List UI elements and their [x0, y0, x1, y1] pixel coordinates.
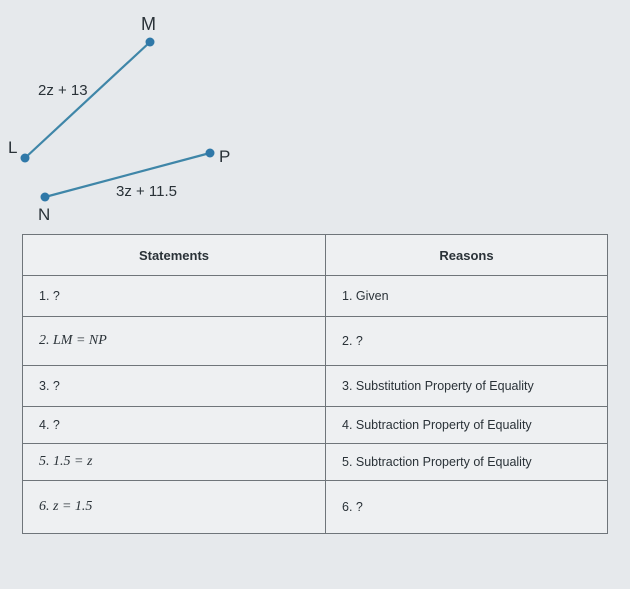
point-n-label: N: [38, 205, 51, 224]
point-p-dot: [206, 149, 215, 158]
statement-cell: 5. 1.5 = z: [23, 444, 326, 481]
table-row: [23, 444, 608, 481]
reason-cell: 5. Subtraction Property of Equality: [326, 444, 608, 481]
point-n-dot: [41, 193, 50, 202]
reason-cell: 6. ?: [326, 481, 608, 534]
table-row: [23, 317, 608, 366]
reason-cell: 3. Substitution Property of Equality: [326, 366, 608, 407]
segment-lm: [25, 42, 150, 158]
point-m-label: M: [141, 14, 156, 34]
table-header-row: [23, 235, 608, 276]
point-p-label: P: [219, 147, 231, 166]
geometry-figure: [0, 0, 630, 240]
statements-header: Statements: [23, 235, 326, 276]
statement-cell: 4. ?: [23, 407, 326, 444]
point-m-dot: [146, 38, 155, 47]
table-row: [23, 407, 608, 444]
reason-cell: 2. ?: [326, 317, 608, 366]
segment-lm-length: 2z + 13: [38, 82, 88, 99]
segment-np-length: 3z + 11.5: [116, 183, 178, 200]
table-row: [23, 481, 608, 534]
statement-cell: 1. ?: [23, 276, 326, 317]
point-l-dot: [21, 154, 30, 163]
reason-cell: 4. Subtraction Property of Equality: [326, 407, 608, 444]
point-l-label: L: [8, 138, 18, 157]
statement-cell: 6. z = 1.5: [23, 481, 326, 534]
two-column-proof-table: [22, 234, 608, 534]
reason-cell: 1. Given: [326, 276, 608, 317]
table-row: [23, 276, 608, 317]
statement-cell: 3. ?: [23, 366, 326, 407]
statement-cell: 2. LM = NP: [23, 317, 326, 366]
reasons-header: Reasons: [326, 235, 608, 276]
table-row: [23, 366, 608, 407]
